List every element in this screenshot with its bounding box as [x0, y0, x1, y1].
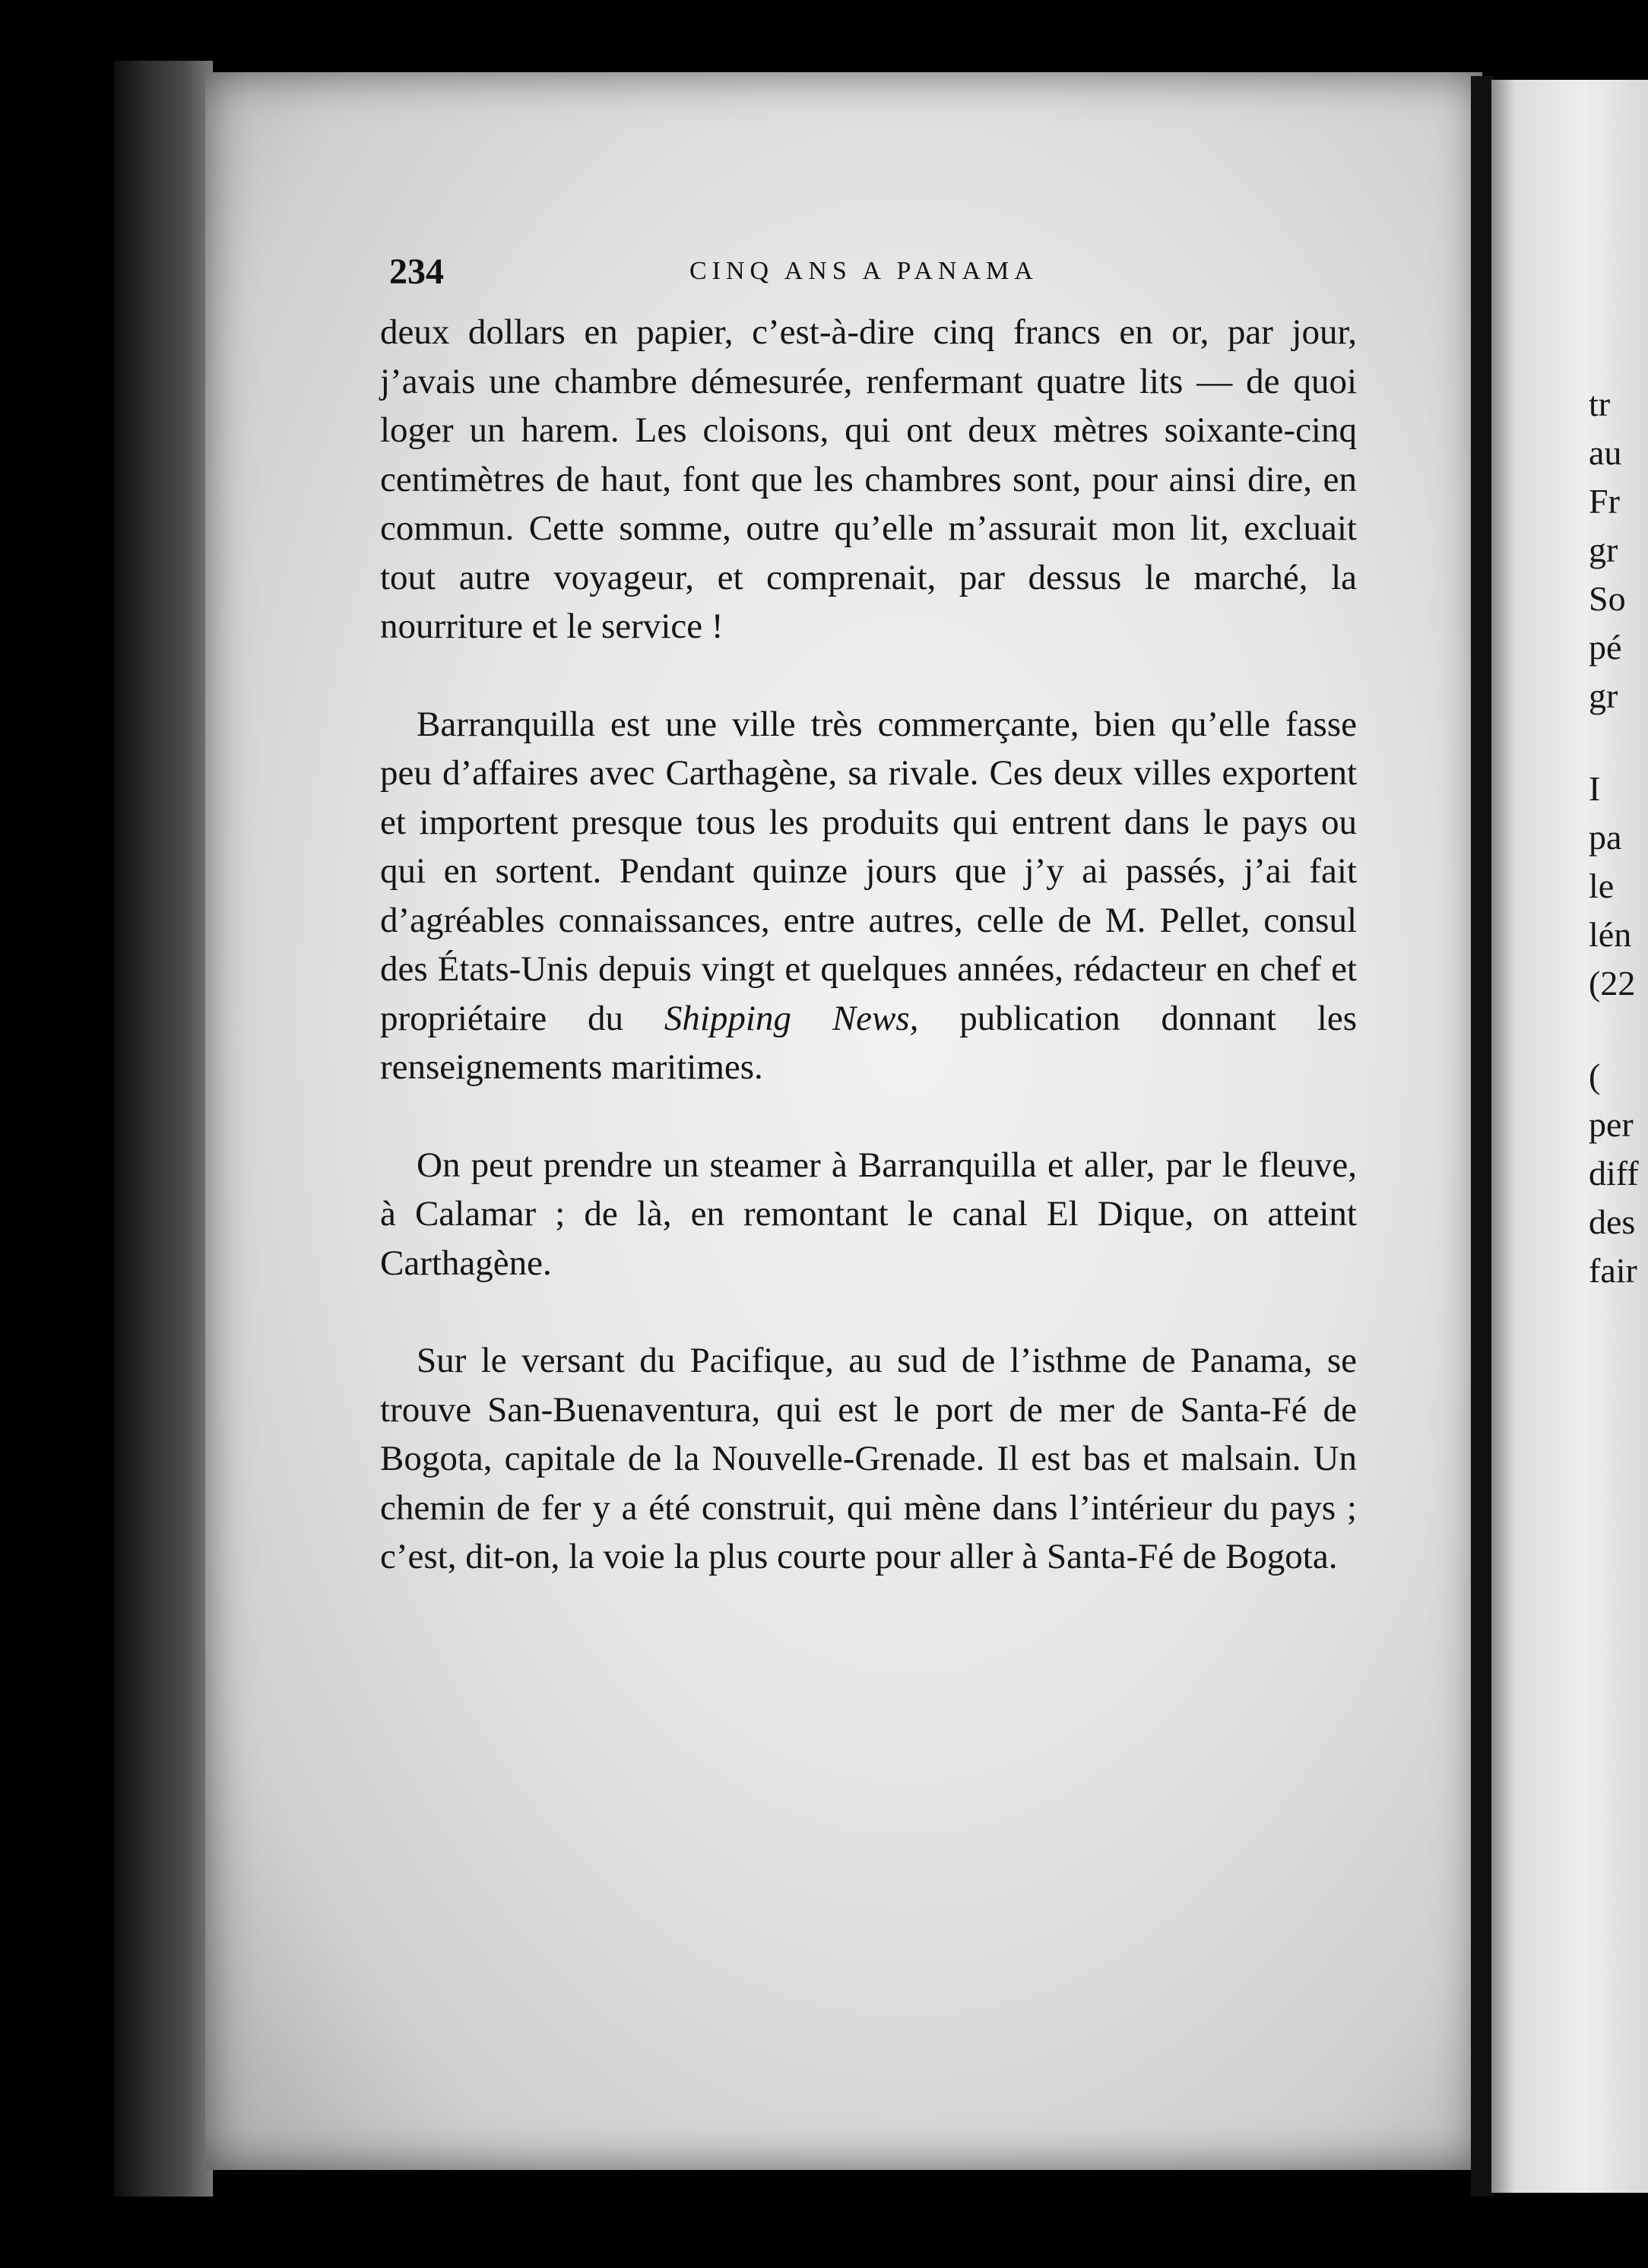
facing-line: gr [1589, 676, 1618, 715]
facing-line: tr [1589, 385, 1611, 423]
paragraph-4: Sur le versant du Pacifique, au sud de l’isthme de Panama, se trouve San-Buenaventura, qui est le port de mer de Santa-Fé de Bogota, capitale de la Nouvelle-Grenade. Il est bas et malsain. Un chemin de fer y a été construit, qui mène dans l’intérieur du pays ; c’est, dit-on, la voie la plus courte pour aller à Santa-Fé de Bogota. [380, 1341, 1357, 1576]
facing-line: I [1589, 769, 1601, 808]
facing-line: (22 [1589, 964, 1636, 1003]
paragraph-2-text-after: publication donnant les renseignements maritimes. [380, 998, 1357, 1087]
running-title: CINQ ANS A PANAMA [689, 257, 1038, 285]
facing-line: pa [1589, 818, 1622, 857]
page-gutter [1471, 76, 1494, 2197]
facing-page-block-2 [1589, 765, 1648, 1008]
publication-title: Shipping News, [664, 998, 919, 1038]
facing-line: Fr [1589, 482, 1620, 521]
facing-line: le [1589, 866, 1615, 905]
paragraph-2 [380, 700, 1357, 1092]
facing-page-block-3 [1589, 1052, 1648, 1295]
facing-line: des [1589, 1202, 1636, 1241]
facing-page-text [1589, 380, 1648, 1295]
facing-line: per [1589, 1105, 1634, 1144]
paragraph-3: On peut prendre un steamer à Barranquilla et aller, par le fleuve, à Calamar ; de là, en remontant le canal El Dique, on atteint Carthagène. [380, 1145, 1357, 1283]
facing-line: ( [1589, 1056, 1601, 1095]
facing-line: au [1589, 433, 1622, 472]
book-binding-edge [114, 61, 213, 2197]
page-number: 234 [389, 252, 444, 292]
paragraph-1: deux dollars en papier, c’est-à-dire cinq francs en or, par jour, j’avais une chambre démesurée, renfermant quatre lits — de quoi loger un harem. Les cloisons, qui ont deux mètres soixante-cinq centimètres de haut, font que les chambres sont, pour ainsi dire, en commun. Cette somme, outre qu’elle m’assurait mon lit, excluait tout autre voyageur, et comprenait, par dessus le marché, la nourriture et le service ! [380, 312, 1357, 646]
facing-line: So [1589, 579, 1626, 618]
facing-line: pé [1589, 628, 1622, 667]
facing-line: lén [1589, 915, 1632, 954]
facing-line: fair [1589, 1251, 1637, 1290]
facing-page-block-1 [1589, 380, 1648, 721]
page-body [380, 308, 1357, 1582]
facing-line: gr [1589, 531, 1618, 569]
page-header [389, 251, 1370, 304]
paragraph-2-text: Barranquilla est une ville très commerçante, bien qu’elle fasse peu d’affaires avec Carthagène, sa rivale. Ces deux villes exportent et importent presque tous les produits qui entrent dans le pays ou qui en sortent. Pendant quinze jours que j’y ai passés, j’ai fait d’agréables connaissances, entre autres, celle de M. Pellet, consul des États-Unis depuis vingt et quelques années, rédacteur en chef et propriétaire du [380, 704, 1357, 1038]
facing-line: diff [1589, 1154, 1639, 1193]
